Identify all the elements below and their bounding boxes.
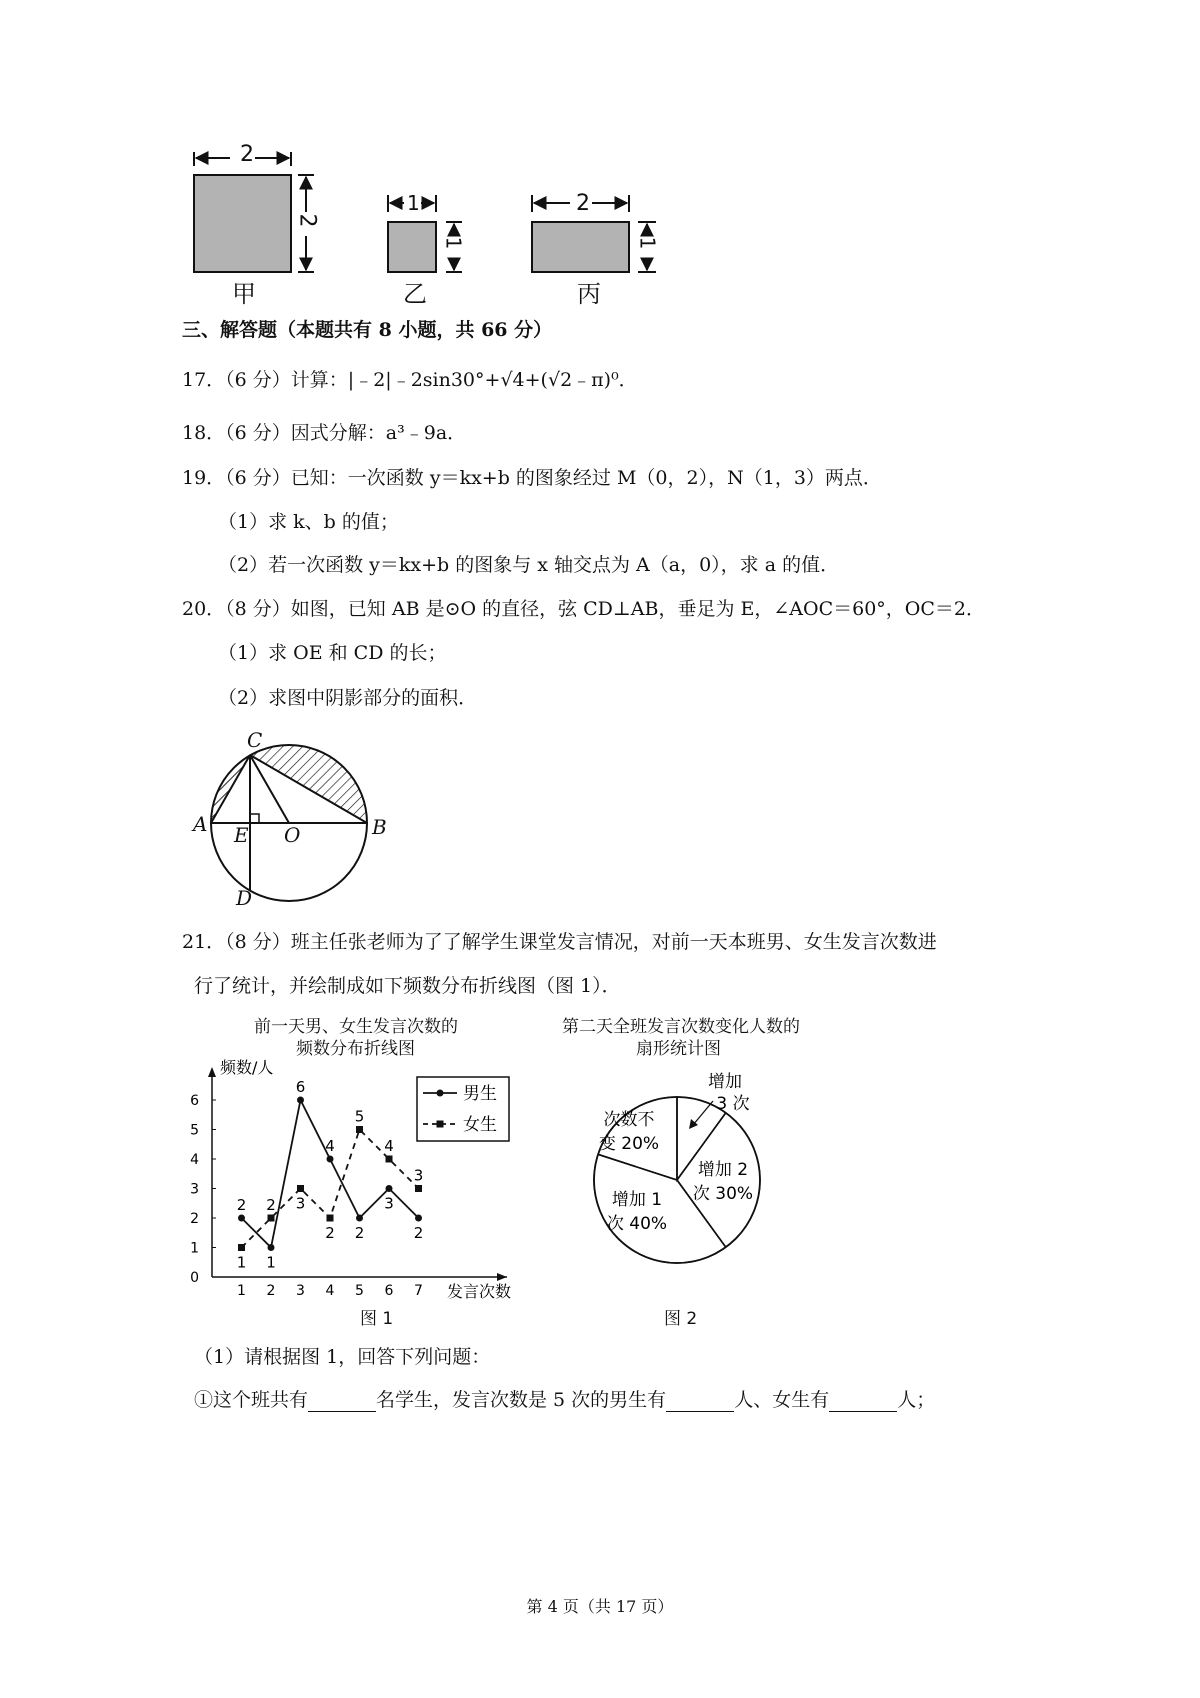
x-tick-label: 6 <box>384 1283 394 1299</box>
point-b-label: B <box>372 815 387 839</box>
rect-bing <box>532 222 629 272</box>
x-tick-label: 2 <box>266 1283 276 1299</box>
data-label: 2 <box>325 1224 335 1242</box>
x-tick-label: 1 <box>237 1283 246 1299</box>
y-tick-label: 4 <box>190 1152 199 1168</box>
q21-line2: 行了统计，并绘制成如下频数分布折线图（图 1）． <box>194 975 621 997</box>
q21-sub1a <box>194 1388 935 1412</box>
data-label: 2 <box>354 1224 365 1242</box>
pie-chart-subtitle: 扇形统计图 <box>636 1039 721 1059</box>
yi-height-label: 1 <box>441 236 466 250</box>
data-label: 2 <box>413 1224 424 1242</box>
x-axis-label: 发言次数 <box>447 1282 512 1301</box>
data-label: 6 <box>295 1078 306 1096</box>
q20-part1: （1）求 OE 和 CD 的长； <box>218 642 447 664</box>
x-tick-label: 3 <box>296 1283 305 1299</box>
bing-width-label: 2 <box>576 191 590 216</box>
data-point-boys <box>297 1097 304 1104</box>
data-label: 2 <box>266 1196 276 1214</box>
data-point-girls <box>386 1156 393 1163</box>
rect-yi <box>388 222 436 272</box>
data-point-boys <box>386 1185 393 1192</box>
pie-label-line1: 增加 <box>708 1072 742 1092</box>
line-chart-title: 前一天男、女生发言次数的 <box>254 1017 458 1037</box>
legend-label-boys: 男生 <box>463 1084 497 1104</box>
q21-sub1a-part2: 人、女生有 <box>734 1389 830 1411</box>
blank-girls-5-times[interactable] <box>829 1393 897 1412</box>
point-c-label: C <box>247 728 263 752</box>
data-point-girls <box>268 1215 275 1222</box>
q21-sub1: （1）请根据图 1，回答下列问题： <box>194 1346 491 1368</box>
y-tick-label: 5 <box>190 1122 199 1139</box>
data-point-girls <box>327 1215 334 1222</box>
data-label: 3 <box>384 1194 394 1213</box>
pie-label-line1: 次数不 <box>603 1110 655 1130</box>
q19-part2: （2）若一次函数 y＝kx+b 的图象与 x 轴交点为 A（a，0），求 a 的值． <box>218 554 840 576</box>
x-tick-label: 5 <box>355 1283 364 1299</box>
legend-label-girls: 女生 <box>463 1115 497 1135</box>
pie-chart <box>585 1065 785 1285</box>
point-d-label: D <box>236 886 253 910</box>
data-point-boys <box>415 1215 422 1222</box>
pie-chart-title: 第二天全班发言次数变化人数的 <box>562 1017 800 1037</box>
circle-figure <box>195 725 395 915</box>
line-chart-subtitle: 频数分布折线图 <box>296 1039 415 1059</box>
legend-marker-boys <box>437 1090 444 1097</box>
q21-sub1a-part1: 名学生，发言次数是 5 次的男生有 <box>376 1389 667 1411</box>
y-tick-label: 0 <box>190 1270 199 1286</box>
pie-label-line2: 次 30% <box>692 1184 754 1204</box>
q21-sub1a-part0: ①这个班共有 <box>194 1389 309 1411</box>
pie-label-line1: 增加 1 <box>611 1190 663 1210</box>
legend-marker-girls <box>437 1121 444 1128</box>
q19-stem: 19．（6 分）已知：一次函数 y＝kx+b 的图象经过 M（0，2），N（1，3）两点． <box>182 467 882 489</box>
data-point-girls <box>356 1126 363 1133</box>
data-label: 4 <box>325 1137 335 1155</box>
x-axis-arrow <box>497 1273 507 1281</box>
data-label: 2 <box>236 1196 247 1214</box>
x-tick-label: 7 <box>414 1283 423 1299</box>
data-point-boys <box>327 1156 334 1163</box>
data-label: 1 <box>266 1253 276 1272</box>
rect-jia <box>194 175 291 272</box>
pie-label-line2: 次 40% <box>606 1214 668 1234</box>
data-label: 4 <box>384 1137 394 1155</box>
q17-text: 17．（6 分）计算：|﹣2|﹣2sin30°+√4+(√2﹣π)⁰． <box>182 369 638 391</box>
x-tick-label: 4 <box>325 1283 335 1299</box>
page-footer: 第 4 页（共 17 页） <box>526 1597 674 1616</box>
y-tick-label: 2 <box>190 1211 199 1227</box>
data-point-girls <box>415 1185 422 1192</box>
section-title: 三、解答题（本题共有 8 小题，共 66 分） <box>182 319 553 341</box>
q20-part2: （2）求图中阴影部分的面积． <box>218 687 478 709</box>
data-label: 3 <box>413 1166 424 1185</box>
bing-height-label: 1 <box>635 236 660 250</box>
rectangles-figure <box>180 150 740 310</box>
y-axis-label: 频数/人 <box>220 1058 274 1077</box>
yi-label: 乙 <box>403 280 427 308</box>
data-point-girls <box>238 1244 245 1251</box>
jia-width-label: 2 <box>240 142 254 167</box>
blank-total-students[interactable] <box>308 1393 376 1412</box>
bing-label: 丙 <box>577 280 601 308</box>
point-o-label: O <box>284 823 301 847</box>
data-point-boys <box>238 1215 245 1222</box>
q18-text: 18．（6 分）因式分解：a³﹣9a． <box>182 422 467 444</box>
y-tick-label: 1 <box>190 1240 199 1257</box>
blank-boys-5-times[interactable] <box>666 1393 734 1412</box>
data-point-girls <box>297 1185 304 1192</box>
pie-chart-caption: 图 2 <box>664 1309 698 1329</box>
q19-part1: （1）求 k、b 的值； <box>218 511 399 533</box>
q21-sub1a-part3: 人； <box>897 1389 936 1411</box>
jia-label: 甲 <box>232 280 256 308</box>
data-label: 1 <box>236 1253 247 1272</box>
line-chart-caption: 图 1 <box>360 1309 394 1329</box>
y-tick-label: 3 <box>190 1181 199 1198</box>
line-chart <box>185 1055 525 1305</box>
point-e-label: E <box>234 823 249 847</box>
pie-label-line1: 增加 2 <box>697 1160 749 1180</box>
q20-stem: 20．（8 分）如图，已知 AB 是⊙O 的直径，弦 CD⊥AB，垂足为 E，∠AOC＝60°，OC＝2． <box>182 598 986 620</box>
y-axis-arrow <box>208 1067 216 1077</box>
data-label: 3 <box>295 1194 306 1213</box>
data-point-boys <box>268 1244 275 1251</box>
q21-line1: 21．（8 分）班主任张老师为了了解学生课堂发言情况，对前一天本班男、女生发言次数进 <box>182 931 937 953</box>
data-point-boys <box>356 1215 363 1222</box>
pie-label-line2: 变 20% <box>598 1134 660 1154</box>
y-tick-label: 6 <box>190 1093 199 1109</box>
pie-label-line2: 3 次 <box>716 1094 750 1114</box>
point-a-label: A <box>193 812 208 836</box>
jia-height-label: 2 <box>294 213 320 228</box>
data-label: 5 <box>354 1107 365 1126</box>
yi-width-label: 1 <box>407 191 420 215</box>
